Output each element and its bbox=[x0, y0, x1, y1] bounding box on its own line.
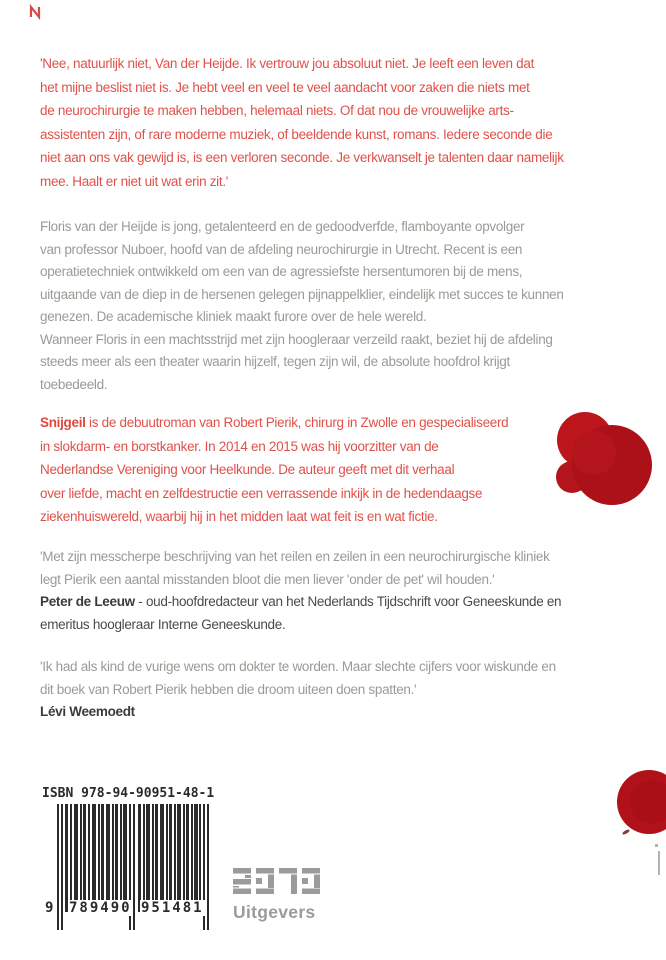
text-line: legt Pierik een aantal misstanden bloot die men liever 'onder de pet' wil houden.' bbox=[40, 571, 495, 587]
corner-spatter-mark bbox=[29, 4, 45, 20]
text-line: ziekenhuiswereld, waarbij hij in het midden laat wat feit is en wat fictie. bbox=[40, 509, 438, 524]
publisher-logo-block bbox=[233, 868, 353, 922]
isbn-label: ISBN 978-94-90951-48-1 bbox=[42, 786, 215, 801]
synopsis-paragraph bbox=[40, 216, 640, 396]
opening-quote-paragraph bbox=[40, 52, 640, 193]
blood-drop-small bbox=[612, 768, 666, 843]
publisher-name: Uitgevers bbox=[233, 902, 316, 922]
text-line: het mijne beslist niet is. Je hebt veel en veel te veel aandacht voor zaken die niets met bbox=[40, 79, 530, 95]
edge-registration-dot bbox=[655, 844, 658, 847]
endorsement-1-paragraph bbox=[40, 546, 640, 636]
text-line: assistenten zijn, of rare moderne muziek, of beeldende kunst, romans. Iedere seconde die bbox=[40, 126, 553, 142]
text-line: steeds meer als een theater waarin hijzelf, tegen zijn wil, de absolute hoofdrol krijgt bbox=[40, 354, 510, 369]
barcode-digits-group2: 951481 bbox=[141, 900, 204, 916]
text-line: Peter de Leeuw - oud-hoofdredacteur van het Nederlands Tijdschrift voor Geneeskunde en bbox=[40, 594, 562, 609]
text-line: in slokdarm- en borstkanker. In 2014 en 2015 was hij voorzitter van de bbox=[40, 438, 439, 454]
text-line: Snijgeil is de debuutroman van Robert Pierik, chirurg in Zwolle en gespecialiseerd bbox=[40, 415, 509, 430]
endorsement-2-paragraph bbox=[40, 656, 640, 724]
text-line: niet aan ons vak gewijd is, is een verloren seconde. Je verkwanselt je talenten daar namelijk bbox=[40, 150, 564, 165]
blood-drop-large bbox=[548, 405, 658, 515]
publisher-logo-2010-icon bbox=[233, 868, 323, 895]
text-line: Lévi Weemoedt bbox=[40, 704, 135, 719]
text-line: Nederlandse Vereniging voor Heelkunde. De auteur geeft met dit verhaal bbox=[40, 462, 455, 477]
text-line: uitgaande van de diep in de hersenen gelegen pijnappelklier, eindelijk met succes te kunnen bbox=[40, 286, 564, 302]
text-line: mee. Haalt er niet uit wat erin zit.' bbox=[40, 173, 229, 189]
text-line: toebedeeld. bbox=[40, 376, 108, 392]
text-line: emeritus hoogleraar Interne Geneeskunde. bbox=[40, 616, 286, 632]
text-line: 'Met zijn messcherpe beschrijving van het reilen en zeilen in een neurochirurgische kliniek bbox=[40, 549, 550, 564]
text-line: van professor Nuboer, hoofd van de afdeling neurochirurgie in Utrecht. Recent is een bbox=[40, 241, 523, 257]
isbn-barcode-block bbox=[42, 786, 222, 916]
barcode-digits-group1: 789490 bbox=[69, 900, 132, 916]
text-line: 'Nee, natuurlijk niet, Van der Heijde. Ik vertrouw jou absoluut niet. Je leeft een leven dat bbox=[40, 56, 535, 71]
text-line: over liefde, macht en zelfdestructie een verrassende inkijk in de hedendaagse bbox=[40, 485, 483, 501]
text-line: Floris van der Heijde is jong, getalenteerd en de gedoodverfde, flamboyante opvolger bbox=[40, 219, 525, 234]
edge-registration-line bbox=[658, 851, 660, 875]
barcode-digit-first: 9 bbox=[45, 900, 56, 916]
text-line: genezen. De academische kliniek maakt furore over de hele wereld. bbox=[40, 309, 427, 324]
text-line: 'Ik had als kind de vurige wens om dokter te worden. Maar slechte cijfers voor wiskunde en bbox=[40, 659, 556, 674]
text-line: operatietechniek ontwikkeld om een van de agressiefste hersentumoren bij de mens, bbox=[40, 264, 523, 279]
text-line: de neurochirurgie te maken hebben, helemaal niets. Of dat nou de vrouwelijke arts- bbox=[40, 103, 514, 118]
text-line: Wanneer Floris in een machtsstrijd met zijn hoogleraar verzeild raakt, beziet hij de afdeling bbox=[40, 331, 553, 347]
text-line: dit boek van Robert Pierik hebben die droom uiteen doen spatten.' bbox=[40, 681, 417, 697]
